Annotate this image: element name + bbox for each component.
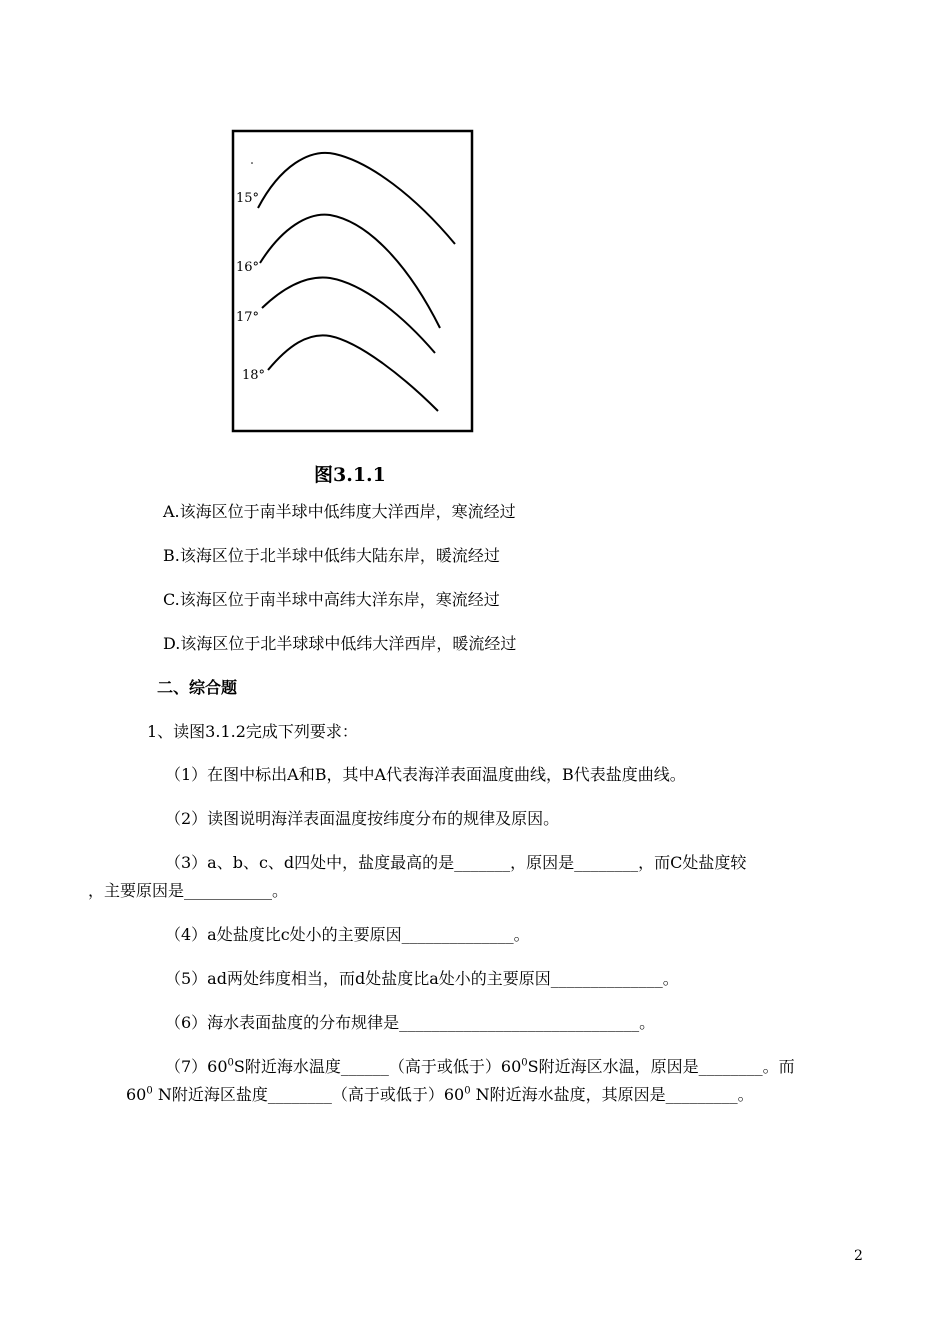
option-b: B.该海区位于北半球中低纬大陆东岸，暖流经过 <box>163 546 500 565</box>
q1-part-5: （5）ad两处纬度相当，而d处盐度比a处小的主要原因______________。 <box>165 969 679 988</box>
q7-l2-text-c: N附近海水盐度，其原因是_________。 <box>470 1085 754 1104</box>
q7-l1-degree-1: 0 <box>227 1057 234 1069</box>
isotherm-16 <box>260 215 440 328</box>
q7-l1-degree-2: 0 <box>521 1057 528 1069</box>
q1-part-7-line1 <box>165 1054 795 1077</box>
option-c: C.该海区位于南半球中高纬大洋东岸，寒流经过 <box>163 590 500 609</box>
q7-l2-degree-1: 0 <box>146 1085 153 1097</box>
figure-frame <box>233 131 472 431</box>
option-d: D.该海区位于北半球球中低纬大洋西岸，暖流经过 <box>163 634 517 653</box>
q7-l1-text-c: S附近海区水温，原因是________。而 <box>527 1057 795 1076</box>
q1-part-4: （4）a处盐度比c处小的主要原因______________。 <box>165 925 530 944</box>
section-title: 二、综合题 <box>157 678 238 697</box>
figure-speck <box>251 162 253 164</box>
isotherm-label-18: 18° <box>242 368 266 383</box>
isotherm-18 <box>268 335 438 411</box>
q1-part-7-line2 <box>126 1082 754 1105</box>
q1-part-1: （1）在图中标出A和B，其中A代表海洋表面温度曲线，B代表盐度曲线。 <box>165 765 686 784</box>
q1-part-3-line2: ，主要原因是___________。 <box>88 881 289 900</box>
q7-l2-text-b: N附近海区盐度________（高于或低于）60 <box>152 1085 465 1104</box>
q7-l2-degree-2: 0 <box>464 1085 471 1097</box>
q1-part-2: （2）读图说明海洋表面温度按纬度分布的规律及原因。 <box>165 809 560 828</box>
isotherm-label-17: 17° <box>236 310 260 325</box>
isotherm-label-16: 16° <box>236 260 260 275</box>
q1-intro: 1、读图3.1.2完成下列要求： <box>147 722 358 741</box>
q1-part-6: （6）海水表面盐度的分布规律是______________________________。 <box>165 1013 656 1032</box>
q1-part-3-line1: （3）a、b、c、d四处中，盐度最高的是_______，原因是________，而C处盐度较 <box>165 853 747 872</box>
q7-l1-text-a: （7）60 <box>165 1057 228 1076</box>
isotherm-label-15: 15° <box>236 191 260 206</box>
figure-caption: 图3.1.1 <box>314 464 386 486</box>
q7-l2-text-a: 60 <box>126 1085 147 1104</box>
option-a: A.该海区位于南半球中低纬度大洋西岸，寒流经过 <box>163 502 516 521</box>
isotherm-figure <box>230 128 475 434</box>
page-number: 2 <box>854 1248 863 1264</box>
q7-l1-text-b: S附近海水温度______（高于或低于）60 <box>233 1057 522 1076</box>
